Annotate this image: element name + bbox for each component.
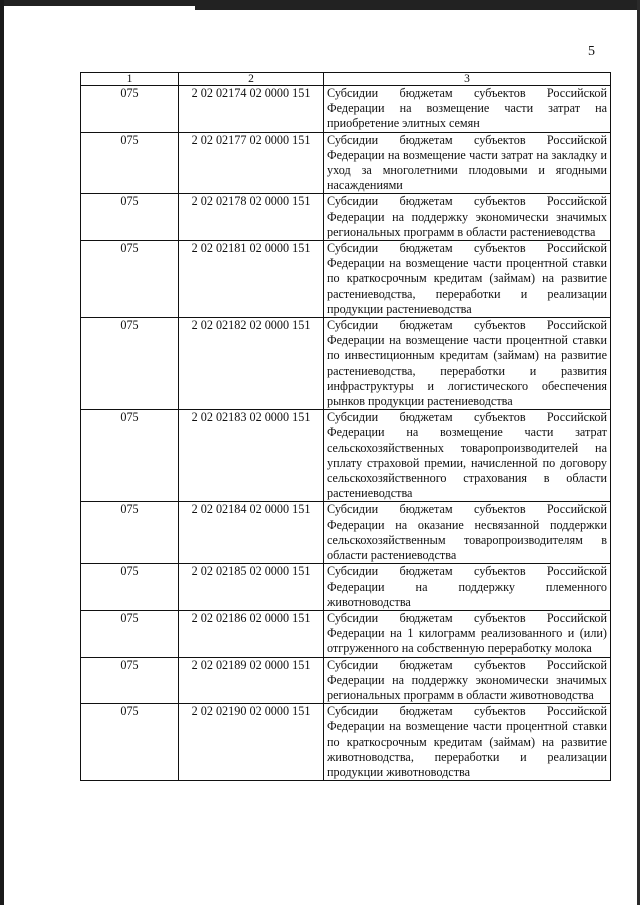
- income-description: Субсидии бюджетам субъектов Российской Федерации на возмещение части затрат сельскохозяйственных товаропроизводителей на уплату страховой премии, начисленной по договору сельскохозяйственного страхования в области растениеводства: [324, 410, 611, 502]
- admin-code: 075: [81, 410, 179, 502]
- admin-code: 075: [81, 657, 179, 704]
- income-code: 2 02 02183 02 0000 151: [179, 410, 324, 502]
- income-description: Субсидии бюджетам субъектов Российской Федерации на возмещение части затрат на закладку и уход за многолетними плодовыми и ягодными насаждениями: [324, 132, 611, 194]
- admin-code: 075: [81, 194, 179, 241]
- income-code: 2 02 02178 02 0000 151: [179, 194, 324, 241]
- income-description: Субсидии бюджетам субъектов Российской Федерации на поддержку племенного животноводства: [324, 564, 611, 611]
- income-code: 2 02 02185 02 0000 151: [179, 564, 324, 611]
- page-number: 5: [588, 44, 595, 59]
- admin-code: 075: [81, 318, 179, 410]
- income-code: 2 02 02186 02 0000 151: [179, 610, 324, 657]
- admin-code: 075: [81, 564, 179, 611]
- column-header-3: 3: [324, 73, 611, 86]
- admin-code: 075: [81, 241, 179, 318]
- admin-code: 075: [81, 704, 179, 781]
- income-description: Субсидии бюджетам субъектов Российской Федерации на возмещение части процентной ставки по краткосрочным кредитам (займам) на развитие растениеводства, переработки и реализации продукции растениеводства: [324, 241, 611, 318]
- income-code: 2 02 02177 02 0000 151: [179, 132, 324, 194]
- table-row: [81, 610, 611, 657]
- income-code: 2 02 02174 02 0000 151: [179, 86, 324, 133]
- admin-code: 075: [81, 132, 179, 194]
- income-code: 2 02 02190 02 0000 151: [179, 704, 324, 781]
- budget-classification-table: [80, 72, 611, 781]
- table-row: [81, 410, 611, 502]
- table-row: [81, 194, 611, 241]
- table-row: [81, 704, 611, 781]
- admin-code: 075: [81, 86, 179, 133]
- table-row: [81, 502, 611, 564]
- column-header-1: 1: [81, 73, 179, 86]
- admin-code: 075: [81, 502, 179, 564]
- income-code: 2 02 02184 02 0000 151: [179, 502, 324, 564]
- column-header-2: 2: [179, 73, 324, 86]
- table-row: [81, 241, 611, 318]
- income-description: Субсидии бюджетам субъектов Российской Федерации на возмещение части процентной ставки по инвестиционным кредитам (займам) на развитие растениеводства, переработки и развития инфраструктуры и логистического обеспечения рынков продукции растениеводства: [324, 318, 611, 410]
- table-row: [81, 132, 611, 194]
- table-row: [81, 564, 611, 611]
- income-description: Субсидии бюджетам субъектов Российской Федерации на 1 килограмм реализованного и (или) отгруженного на собственную переработку молока: [324, 610, 611, 657]
- scan-top-border: [0, 0, 640, 6]
- income-code: 2 02 02182 02 0000 151: [179, 318, 324, 410]
- income-description: Субсидии бюджетам субъектов Российской Федерации на возмещение части процентной ставки по краткосрочным кредитам (займам) на развитие животноводства, переработки и реализации продукции животноводства: [324, 704, 611, 781]
- income-code: 2 02 02181 02 0000 151: [179, 241, 324, 318]
- income-description: Субсидии бюджетам субъектов Российской Федерации на оказание несвязанной поддержки сельскохозяйственным товаропроизводителям в области растениеводства: [324, 502, 611, 564]
- income-code: 2 02 02189 02 0000 151: [179, 657, 324, 704]
- income-description: Субсидии бюджетам субъектов Российской Федерации на поддержку экономически значимых региональных программ в области растениеводства: [324, 194, 611, 241]
- admin-code: 075: [81, 610, 179, 657]
- table-row: [81, 657, 611, 704]
- income-description: Субсидии бюджетам субъектов Российской Федерации на поддержку экономически значимых региональных программ в области животноводства: [324, 657, 611, 704]
- scan-left-edge: [0, 0, 4, 905]
- table-row: [81, 318, 611, 410]
- table-header-row: [81, 73, 611, 86]
- income-description: Субсидии бюджетам субъектов Российской Федерации на возмещение части затрат на приобретение элитных семян: [324, 86, 611, 133]
- table-row: [81, 86, 611, 133]
